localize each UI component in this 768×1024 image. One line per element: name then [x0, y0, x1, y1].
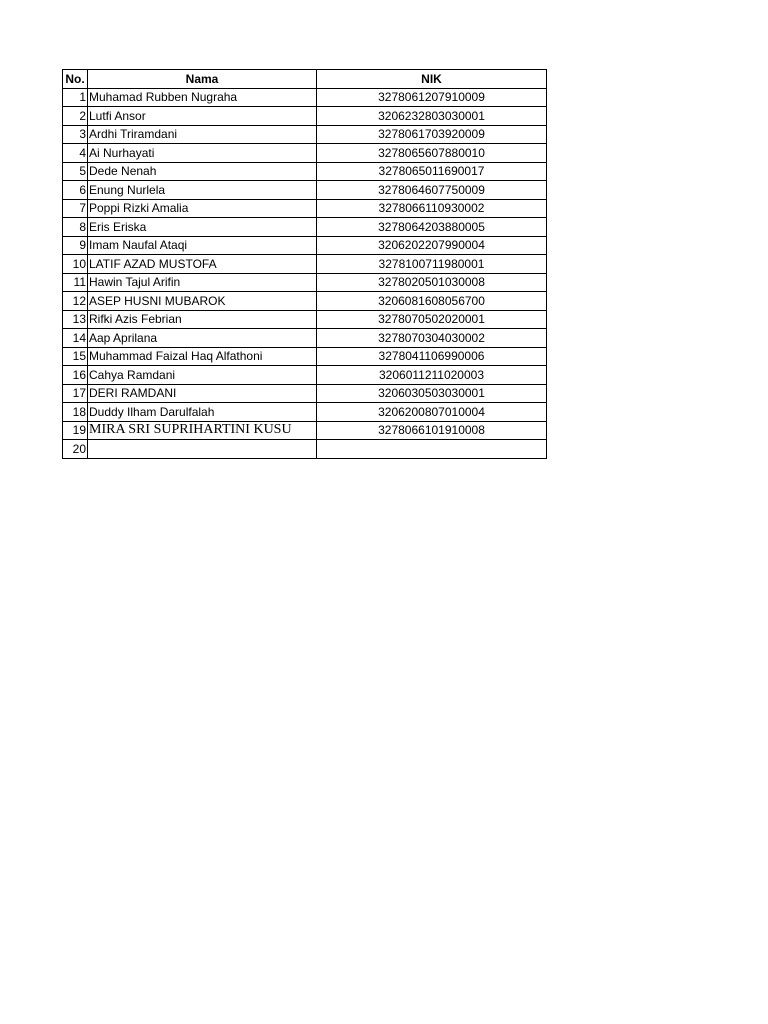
- table-row: [63, 329, 547, 348]
- cell-no[interactable]: 6: [63, 181, 88, 200]
- cell-no[interactable]: 17: [63, 384, 88, 403]
- table-row: [63, 310, 547, 329]
- cell-no[interactable]: 8: [63, 218, 88, 237]
- cell-nik[interactable]: 3278064203880005: [317, 218, 547, 237]
- table-row: [63, 199, 547, 218]
- cell-nama[interactable]: Enung Nurlela: [88, 181, 317, 200]
- cell-no[interactable]: 10: [63, 255, 88, 274]
- cell-nik[interactable]: 3278020501030008: [317, 273, 547, 292]
- cell-no[interactable]: 20: [63, 440, 88, 459]
- cell-nik[interactable]: 3278061703920009: [317, 125, 547, 144]
- table-row: [63, 403, 547, 422]
- cell-nama[interactable]: Dede Nenah: [88, 162, 317, 181]
- cell-nama[interactable]: Eris Eriska: [88, 218, 317, 237]
- cell-nama[interactable]: Lutfi Ansor: [88, 107, 317, 126]
- table-row: [63, 440, 547, 459]
- spreadsheet-sheet: [62, 69, 546, 459]
- cell-nama[interactable]: Cahya Ramdani: [88, 366, 317, 385]
- cell-nik[interactable]: 3278064607750009: [317, 181, 547, 200]
- participant-table: [62, 69, 547, 459]
- cell-nik[interactable]: 3278041106990006: [317, 347, 547, 366]
- header-no[interactable]: No.: [63, 70, 88, 89]
- cell-nik[interactable]: 3278061207910009: [317, 88, 547, 107]
- header-row: [63, 70, 547, 89]
- cell-no[interactable]: 19: [63, 421, 88, 440]
- table-row: [63, 181, 547, 200]
- cell-no[interactable]: 5: [63, 162, 88, 181]
- cell-no[interactable]: 9: [63, 236, 88, 255]
- cell-nama[interactable]: Rifki Azis Febrian: [88, 310, 317, 329]
- cell-no[interactable]: 4: [63, 144, 88, 163]
- table-row: [63, 366, 547, 385]
- table-row: [63, 125, 547, 144]
- cell-no[interactable]: 12: [63, 292, 88, 311]
- cell-no[interactable]: 7: [63, 199, 88, 218]
- cell-nik[interactable]: 3206081608056700: [317, 292, 547, 311]
- cell-no[interactable]: 14: [63, 329, 88, 348]
- cell-nama[interactable]: Ai Nurhayati: [88, 144, 317, 163]
- cell-nama[interactable]: Hawin Tajul Arifin: [88, 273, 317, 292]
- cell-no[interactable]: 18: [63, 403, 88, 422]
- header-nik[interactable]: NIK: [317, 70, 547, 89]
- cell-nama[interactable]: DERI RAMDANI: [88, 384, 317, 403]
- header-nama[interactable]: Nama: [88, 70, 317, 89]
- cell-nama[interactable]: Duddy Ilham Darulfalah: [88, 403, 317, 422]
- cell-nik[interactable]: 3278066110930002: [317, 199, 547, 218]
- table-row: [63, 421, 547, 440]
- table-row: [63, 218, 547, 237]
- cell-nik[interactable]: 3278070304030002: [317, 329, 547, 348]
- cell-nama[interactable]: Muhamad Rubben Nugraha: [88, 88, 317, 107]
- table-row: [63, 347, 547, 366]
- cell-nik[interactable]: 3206030503030001: [317, 384, 547, 403]
- cell-nama[interactable]: Poppi Rizki Amalia: [88, 199, 317, 218]
- table-row: [63, 273, 547, 292]
- cell-nik[interactable]: 3206232803030001: [317, 107, 547, 126]
- cell-nik[interactable]: 3206202207990004: [317, 236, 547, 255]
- cell-nik[interactable]: 3278065011690017: [317, 162, 547, 181]
- table-row: [63, 255, 547, 274]
- cell-nama[interactable]: Aap Aprilana: [88, 329, 317, 348]
- cell-no[interactable]: 1: [63, 88, 88, 107]
- table-row: [63, 236, 547, 255]
- table-row: [63, 88, 547, 107]
- cell-nama[interactable]: Imam Naufal Ataqi: [88, 236, 317, 255]
- cell-nama[interactable]: Muhammad Faizal Haq Alfathoni: [88, 347, 317, 366]
- table-row: [63, 384, 547, 403]
- cell-nama[interactable]: [88, 440, 317, 459]
- table-row: [63, 162, 547, 181]
- table-row: [63, 144, 547, 163]
- cell-nama[interactable]: ASEP HUSNI MUBAROK: [88, 292, 317, 311]
- cell-nik[interactable]: 3278065607880010: [317, 144, 547, 163]
- cell-no[interactable]: 3: [63, 125, 88, 144]
- cell-nik[interactable]: 3206011211020003: [317, 366, 547, 385]
- cell-nik[interactable]: 3206200807010004: [317, 403, 547, 422]
- cell-nik[interactable]: [317, 440, 547, 459]
- cell-nik[interactable]: 3278066101910008: [317, 421, 547, 440]
- cell-nik[interactable]: 3278100711980001: [317, 255, 547, 274]
- cell-nama[interactable]: MIRA SRI SUPRIHARTINI KUSU: [88, 421, 317, 440]
- table-row: [63, 107, 547, 126]
- cell-no[interactable]: 16: [63, 366, 88, 385]
- cell-no[interactable]: 13: [63, 310, 88, 329]
- cell-no[interactable]: 15: [63, 347, 88, 366]
- cell-nik[interactable]: 3278070502020001: [317, 310, 547, 329]
- cell-nama[interactable]: LATIF AZAD MUSTOFA: [88, 255, 317, 274]
- cell-nama[interactable]: Ardhi Triramdani: [88, 125, 317, 144]
- table-row: [63, 292, 547, 311]
- cell-no[interactable]: 2: [63, 107, 88, 126]
- cell-no[interactable]: 11: [63, 273, 88, 292]
